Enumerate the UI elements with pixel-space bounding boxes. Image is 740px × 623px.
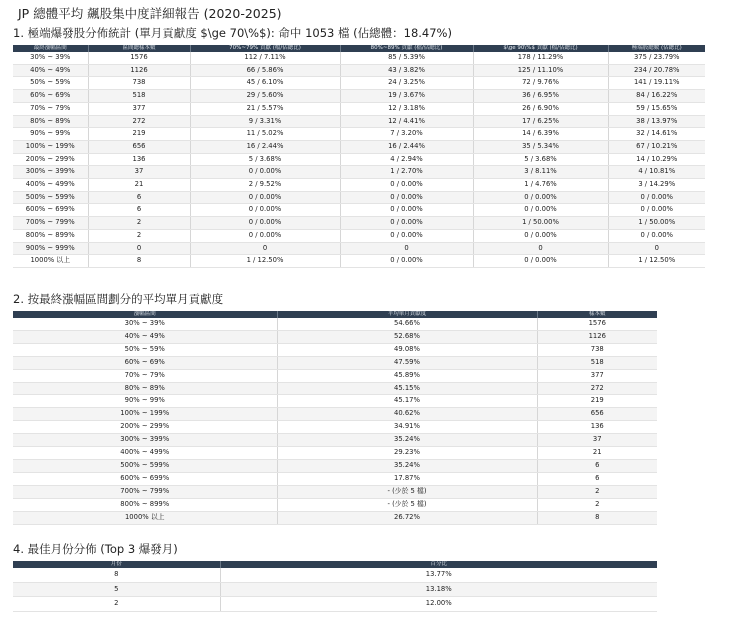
table-cell: 30% ~ 39% xyxy=(13,318,277,330)
table-cell: 0 xyxy=(473,242,608,255)
table-header-row xyxy=(13,561,657,568)
table-header-row xyxy=(13,311,657,318)
column-header: 最終漲幅區間 xyxy=(13,45,88,52)
table-cell: 100% ~ 199% xyxy=(13,408,277,421)
extreme-distribution-table xyxy=(13,45,705,268)
table-cell: 0 / 0.00% xyxy=(340,179,473,192)
table-cell: 400% ~ 499% xyxy=(13,179,88,192)
table-row xyxy=(13,472,657,485)
table-cell: 700% ~ 799% xyxy=(13,217,88,230)
table-cell: 200% ~ 299% xyxy=(13,153,88,166)
section4-heading: 4. 最佳月份分佈 (Top 3 爆發月) xyxy=(13,542,178,556)
table-cell: 738 xyxy=(537,343,657,356)
table-row xyxy=(13,128,705,141)
table-cell: 1 / 2.70% xyxy=(340,166,473,179)
table-cell: 90% ~ 99% xyxy=(13,128,88,141)
table-cell: 26.72% xyxy=(277,511,537,524)
table-cell: 125 / 11.10% xyxy=(473,64,608,77)
table-row xyxy=(13,64,705,77)
table-cell: 0 / 0.00% xyxy=(473,255,608,268)
table-row xyxy=(13,166,705,179)
table-cell: 37 xyxy=(537,434,657,447)
table-cell: 36 / 6.95% xyxy=(473,90,608,103)
best-month-table xyxy=(13,561,657,612)
table-cell: 136 xyxy=(537,421,657,434)
page-title: JP 總體平均 飆股集中度詳細報告 (2020-2025) xyxy=(18,6,282,21)
table-cell: 40% ~ 49% xyxy=(13,64,88,77)
avg-contribution-table xyxy=(13,311,657,525)
table-cell: 1 / 12.50% xyxy=(190,255,340,268)
table-cell: 234 / 20.78% xyxy=(608,64,705,77)
table-cell: 84 / 16.22% xyxy=(608,90,705,103)
column-header: 80%~89% 貢獻 (檔/佔總比) xyxy=(340,45,473,52)
table-cell: 40.62% xyxy=(277,408,537,421)
column-header: 70%~79% 貢獻 (檔/佔總比) xyxy=(190,45,340,52)
column-header: 樣本數 xyxy=(537,311,657,318)
table-cell: 0 / 0.00% xyxy=(473,229,608,242)
table-cell: 141 / 19.11% xyxy=(608,77,705,90)
table-cell: 800% ~ 899% xyxy=(13,229,88,242)
table-cell: 6 xyxy=(537,472,657,485)
table-cell: 0 / 0.00% xyxy=(190,204,340,217)
table-cell: 1000% 以上 xyxy=(13,511,277,524)
table-cell: 80% ~ 89% xyxy=(13,115,88,128)
table-cell: 518 xyxy=(88,90,190,103)
table-cell: 6 xyxy=(88,204,190,217)
table-cell: 0 / 0.00% xyxy=(190,191,340,204)
table-cell: 11 / 5.02% xyxy=(190,128,340,141)
table-cell: 0 xyxy=(190,242,340,255)
table-cell: 1126 xyxy=(537,330,657,343)
column-header: $\ge 90\%$ 貢獻 (檔/佔總比) xyxy=(473,45,608,52)
table-cell: 377 xyxy=(537,369,657,382)
table-row xyxy=(13,485,657,498)
table-cell: 1576 xyxy=(537,318,657,330)
table-cell: 85 / 5.39% xyxy=(340,52,473,64)
table-cell: 5 / 3.68% xyxy=(190,153,340,166)
table-cell: 59 / 15.65% xyxy=(608,102,705,115)
table-cell: 3 / 8.11% xyxy=(473,166,608,179)
table-cell: 1 / 4.76% xyxy=(473,179,608,192)
table-cell: 0 / 0.00% xyxy=(190,229,340,242)
table-cell: 0 / 0.00% xyxy=(340,191,473,204)
table-cell: 2 / 9.52% xyxy=(190,179,340,192)
table-cell: 377 xyxy=(88,102,190,115)
table-cell: 45 / 6.10% xyxy=(190,77,340,90)
table-row xyxy=(13,90,705,103)
table-cell: 50% ~ 59% xyxy=(13,343,277,356)
table-cell: 5 / 3.68% xyxy=(473,153,608,166)
table-cell: 656 xyxy=(537,408,657,421)
table-cell: 375 / 23.79% xyxy=(608,52,705,64)
table-cell: 272 xyxy=(537,382,657,395)
table-row xyxy=(13,369,657,382)
table-cell: 14 / 10.29% xyxy=(608,153,705,166)
table-cell: 5 xyxy=(13,582,220,597)
table-cell: 21 / 5.57% xyxy=(190,102,340,115)
table-cell: 2 xyxy=(537,485,657,498)
table-cell: 12 / 3.18% xyxy=(340,102,473,115)
table-cell: 14 / 6.39% xyxy=(473,128,608,141)
column-header: 平均單月貢獻度 xyxy=(277,311,537,318)
table-cell: 1 / 12.50% xyxy=(608,255,705,268)
column-header: 漲幅區間 xyxy=(13,311,277,318)
table-cell: 26 / 6.90% xyxy=(473,102,608,115)
table-cell: 300% ~ 399% xyxy=(13,166,88,179)
table-cell: 272 xyxy=(88,115,190,128)
table-cell: 0 / 0.00% xyxy=(340,255,473,268)
table-cell: 21 xyxy=(88,179,190,192)
table-cell: 500% ~ 599% xyxy=(13,459,277,472)
table-cell: 400% ~ 499% xyxy=(13,447,277,460)
column-header: 百分比 xyxy=(220,561,657,568)
table-cell: 600% ~ 699% xyxy=(13,472,277,485)
table-cell: 0 / 0.00% xyxy=(608,191,705,204)
table-cell: 67 / 10.21% xyxy=(608,140,705,153)
column-header: 區間總樣本數 xyxy=(88,45,190,52)
table-cell: 8 xyxy=(537,511,657,524)
table-row xyxy=(13,597,657,612)
table-cell: 24 / 3.25% xyxy=(340,77,473,90)
table-cell: 0 xyxy=(88,242,190,255)
table-row xyxy=(13,395,657,408)
table-row xyxy=(13,434,657,447)
table-cell: 12 / 4.41% xyxy=(340,115,473,128)
table-cell: 0 / 0.00% xyxy=(473,204,608,217)
table-cell: 80% ~ 89% xyxy=(13,382,277,395)
table-row xyxy=(13,408,657,421)
table-row xyxy=(13,102,705,115)
table-cell: 32 / 14.61% xyxy=(608,128,705,141)
table-cell: 0 / 0.00% xyxy=(473,191,608,204)
table-cell: 47.59% xyxy=(277,356,537,369)
table-row xyxy=(13,498,657,511)
table-cell: 0 / 0.00% xyxy=(608,204,705,217)
table-cell: 2 xyxy=(88,217,190,230)
table-row xyxy=(13,217,705,230)
table-cell: 21 xyxy=(537,447,657,460)
table-row xyxy=(13,582,657,597)
table-row xyxy=(13,343,657,356)
table-cell: 9 / 3.31% xyxy=(190,115,340,128)
table-header-row xyxy=(13,45,705,52)
table-cell: 112 / 7.11% xyxy=(190,52,340,64)
table-cell: 16 / 2.44% xyxy=(190,140,340,153)
table-row xyxy=(13,153,705,166)
table-cell: 17 / 6.25% xyxy=(473,115,608,128)
table-row xyxy=(13,447,657,460)
table-cell: 219 xyxy=(537,395,657,408)
table-cell: 0 xyxy=(340,242,473,255)
table-cell: 29 / 5.60% xyxy=(190,90,340,103)
table-cell: 2 xyxy=(13,597,220,612)
table-cell: 2 xyxy=(88,229,190,242)
table-cell: 66 / 5.86% xyxy=(190,64,340,77)
table-row xyxy=(13,242,705,255)
table-cell: 49.08% xyxy=(277,343,537,356)
table-cell: 52.68% xyxy=(277,330,537,343)
table-cell: 6 xyxy=(537,459,657,472)
table-cell: 7 / 3.20% xyxy=(340,128,473,141)
table-cell: 35 / 5.34% xyxy=(473,140,608,153)
table-row xyxy=(13,421,657,434)
table-row xyxy=(13,568,657,582)
table-cell: 800% ~ 899% xyxy=(13,498,277,511)
table-cell: 17.87% xyxy=(277,472,537,485)
table-cell: 656 xyxy=(88,140,190,153)
table-cell: 70% ~ 79% xyxy=(13,102,88,115)
table-cell: 0 / 0.00% xyxy=(190,166,340,179)
table-cell: 12.00% xyxy=(220,597,657,612)
table-cell: 50% ~ 59% xyxy=(13,77,88,90)
table-cell: 45.17% xyxy=(277,395,537,408)
table-cell: 200% ~ 299% xyxy=(13,421,277,434)
table-cell: 0 / 0.00% xyxy=(340,204,473,217)
table-cell: 29.23% xyxy=(277,447,537,460)
table-cell: 136 xyxy=(88,153,190,166)
table-cell: 1 / 50.00% xyxy=(473,217,608,230)
table-cell: 38 / 13.97% xyxy=(608,115,705,128)
table-cell: 3 / 14.29% xyxy=(608,179,705,192)
table-cell: 100% ~ 199% xyxy=(13,140,88,153)
table-row xyxy=(13,52,705,64)
table-row xyxy=(13,229,705,242)
table-cell: 16 / 2.44% xyxy=(340,140,473,153)
table-cell: - (少於 5 檔) xyxy=(277,485,537,498)
table-cell: 900% ~ 999% xyxy=(13,242,88,255)
table-row xyxy=(13,115,705,128)
table-row xyxy=(13,459,657,472)
table-cell: 35.24% xyxy=(277,459,537,472)
section2-heading: 2. 按最終漲幅區間劃分的平均單月貢獻度 xyxy=(13,292,224,306)
table-row xyxy=(13,382,657,395)
table-row xyxy=(13,140,705,153)
table-cell: 35.24% xyxy=(277,434,537,447)
table-cell: 8 xyxy=(88,255,190,268)
table-cell: 0 / 0.00% xyxy=(340,229,473,242)
table-cell: 60% ~ 69% xyxy=(13,356,277,369)
table-cell: 219 xyxy=(88,128,190,141)
table-cell: 40% ~ 49% xyxy=(13,330,277,343)
table-cell: 72 / 9.76% xyxy=(473,77,608,90)
table-cell: 90% ~ 99% xyxy=(13,395,277,408)
table-cell: 34.91% xyxy=(277,421,537,434)
table-row xyxy=(13,511,657,524)
table-row xyxy=(13,255,705,268)
table-row xyxy=(13,77,705,90)
table-cell: 43 / 3.82% xyxy=(340,64,473,77)
table-cell: 178 / 11.29% xyxy=(473,52,608,64)
table-cell: 37 xyxy=(88,166,190,179)
table-cell: 30% ~ 39% xyxy=(13,52,88,64)
table-cell: 1576 xyxy=(88,52,190,64)
table-row xyxy=(13,330,657,343)
table-cell: 1 / 50.00% xyxy=(608,217,705,230)
table-cell: 4 / 2.94% xyxy=(340,153,473,166)
table-cell: 19 / 3.67% xyxy=(340,90,473,103)
table-cell: 700% ~ 799% xyxy=(13,485,277,498)
table-cell: 1000% 以上 xyxy=(13,255,88,268)
table-cell: 600% ~ 699% xyxy=(13,204,88,217)
table-cell: 4 / 10.81% xyxy=(608,166,705,179)
table-cell: 45.15% xyxy=(277,382,537,395)
table-row xyxy=(13,179,705,192)
table-cell: 500% ~ 599% xyxy=(13,191,88,204)
table-row xyxy=(13,356,657,369)
table-cell: 2 xyxy=(537,498,657,511)
table-cell: 8 xyxy=(13,568,220,582)
table-cell: 60% ~ 69% xyxy=(13,90,88,103)
table-cell: 518 xyxy=(537,356,657,369)
table-cell: 6 xyxy=(88,191,190,204)
table-cell: 738 xyxy=(88,77,190,90)
table-row xyxy=(13,191,705,204)
table-cell: 13.18% xyxy=(220,582,657,597)
column-header: 月份 xyxy=(13,561,220,568)
table-cell: 1126 xyxy=(88,64,190,77)
table-row xyxy=(13,204,705,217)
table-cell: 54.66% xyxy=(277,318,537,330)
section1-heading: 1. 極端爆發股分佈統計 (單月貢獻度 $\ge 70\%$): 命中 1053 檔 (佔總體：18.47%) xyxy=(13,26,452,40)
table-cell: 300% ~ 399% xyxy=(13,434,277,447)
table-cell: - (少於 5 檔) xyxy=(277,498,537,511)
table-cell: 45.89% xyxy=(277,369,537,382)
table-cell: 0 / 0.00% xyxy=(190,217,340,230)
column-header: 極端股總數 (佔總比) xyxy=(608,45,705,52)
table-cell: 70% ~ 79% xyxy=(13,369,277,382)
table-cell: 0 / 0.00% xyxy=(340,217,473,230)
table-cell: 0 xyxy=(608,242,705,255)
table-cell: 13.77% xyxy=(220,568,657,582)
table-row xyxy=(13,318,657,330)
table-cell: 0 / 0.00% xyxy=(608,229,705,242)
